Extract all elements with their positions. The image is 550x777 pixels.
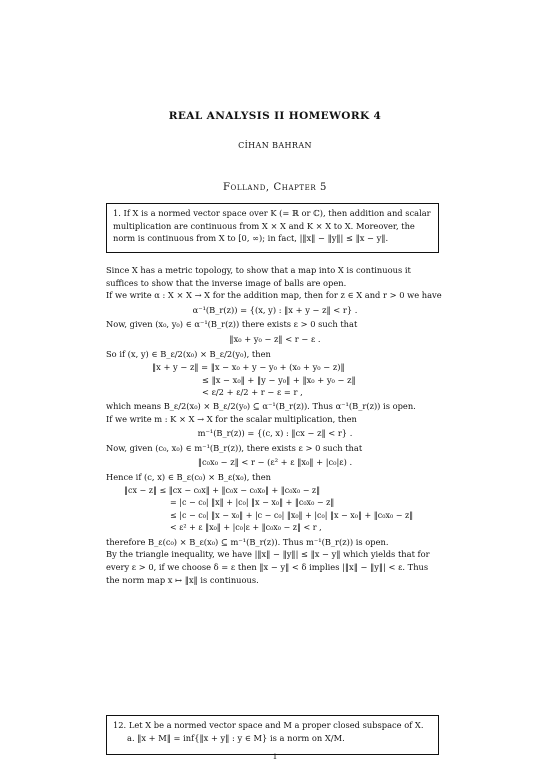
page-number: 1: [272, 752, 278, 761]
equation: ‖x₀ + y₀ − z‖ < r − ε .: [229, 333, 321, 344]
problem-1-box: [106, 203, 439, 253]
equation-row: ≤ |c − c₀| ‖x − x₀‖ + |c − c₀| ‖x₀‖ + |c₀| ‖x − x₀‖ + ‖c₀x₀ − z‖: [170, 510, 414, 520]
equation: m⁻¹(B_r(z)) = {(c, x) : ‖cx − z‖ < r} .: [197, 428, 353, 439]
equation-row: < ε/2 + ε/2 + r − ε = r ,: [202, 387, 303, 398]
document-title: REAL ANALYSIS II HOMEWORK 4: [168, 110, 382, 122]
section-heading: Folland, Chapter 5: [222, 182, 328, 193]
problem-12-statement: 12. Let X be a normed vector space and M a proper closed subspace of X.: [113, 720, 424, 730]
solution-paragraph: If we write α : X × X → X for the addition map, then for z ∈ X and r > 0 we have: [106, 290, 442, 301]
solution-paragraph: If we write m : K × X → X for the scalar multiplication, then: [106, 413, 357, 424]
problem-12-box: [106, 715, 439, 755]
equation: α⁻¹(B_r(z)) = {(x, y) : ‖x + y − z‖ < r} .: [192, 304, 358, 315]
equation: ‖c₀x₀ − z‖ < r − (ε² + ε ‖x₀‖ + |c₀|ε) .: [197, 457, 353, 468]
equation-row: = |c − c₀| ‖x‖ + |c₀| ‖x − x₀‖ + ‖c₀x₀ − z‖: [170, 498, 335, 508]
equation-row: ≤ ‖x − x₀‖ + ‖y − y₀‖ + ‖x₀ + y₀ − z‖: [202, 374, 356, 385]
equation-row: ‖cx − z‖ ≤ ‖cx − c₀x‖ + ‖c₀x − c₀x₀‖ + ‖c₀x₀ − z‖: [124, 485, 321, 495]
equation-row: < ε² + ε ‖x₀‖ + |c₀|ε + ‖c₀x₀ − z‖ < r ,: [170, 523, 322, 533]
problem-12-part-a: a. ‖x + M‖ = inf{‖x + y‖ : y ∈ M} is a norm on X/M.: [127, 732, 345, 743]
solution-paragraph: Hence if (c, x) ∈ B_ε(c₀) × B_ε(x₀), then: [106, 471, 271, 482]
aligned-equations-1: [106, 361, 444, 399]
solution-1: [106, 264, 444, 586]
problem-1-statement: 1. If X is a normed vector space over K (= ℝ or ℂ), then addition and scalar multiplication are continuous from X × X and K × X to X. Moreover, the norm is continuous from X to [0, ∞); in fact, |‖x‖ − ‖y‖| ≤ ‖x − y‖.: [113, 208, 431, 244]
solution-paragraph: Now, given (c₀, x₀) ∈ m⁻¹(B_r(z)), there exists ε > 0 such that: [106, 442, 363, 453]
author-name: CİHAN BAHRAN: [238, 141, 312, 150]
solution-paragraph: therefore B_ε(c₀) × B_ε(x₀) ⊆ m⁻¹(B_r(z)). Thus m⁻¹(B_r(z)) is open.: [106, 536, 389, 547]
solution-paragraph: which means B_ε/2(x₀) × B_ε/2(y₀) ⊆ α⁻¹(B_r(z)). Thus α⁻¹(B_r(z)) is open.: [106, 400, 416, 411]
aligned-equations-2: [106, 485, 444, 535]
equation-row: ‖x + y − z‖ = ‖x − x₀ + y − y₀ + (x₀ + y₀ − z)‖: [152, 362, 345, 373]
solution-paragraph: By the triangle inequality, we have |‖x‖ − ‖y‖| ≤ ‖x − y‖ which yields that for every ε > 0, if we choose δ = ε then ‖x − y‖ < δ implies |‖x‖ − ‖y‖| < ε. Thus the norm map x ↦ ‖x‖ is continuous.: [106, 549, 430, 585]
solution-paragraph: Since X has a metric topology, to show that a map into X is continuous it suffices to show that the inverse image of balls are open.: [106, 265, 411, 288]
solution-paragraph: Now, given (x₀, y₀) ∈ α⁻¹(B_r(z)) there exists ε > 0 such that: [106, 319, 358, 330]
solution-paragraph: So if (x, y) ∈ B_ε/2(x₀) × B_ε/2(y₀), then: [106, 348, 271, 359]
